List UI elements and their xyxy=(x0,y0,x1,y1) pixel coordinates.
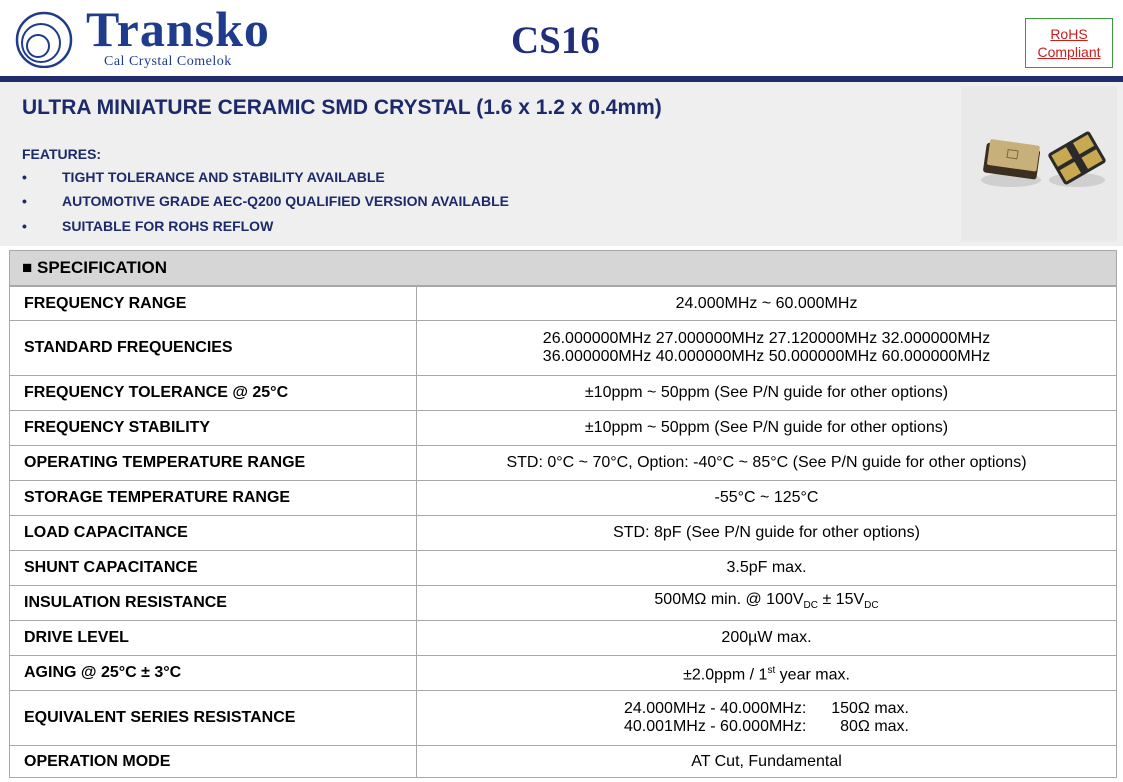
table-row xyxy=(10,551,1117,586)
table-row xyxy=(10,691,1117,746)
spec-table xyxy=(9,286,1117,778)
features-heading: FEATURES: xyxy=(22,146,102,162)
brand-name: Transko xyxy=(86,1,270,57)
param-label: OPERATION MODE xyxy=(10,746,417,778)
param-label: INSULATION RESISTANCE xyxy=(10,586,417,621)
table-row xyxy=(10,621,1117,656)
param-label: LOAD CAPACITANCE xyxy=(10,516,417,551)
table-row xyxy=(10,321,1117,376)
param-label: FREQUENCY STABILITY xyxy=(10,411,417,446)
value-line: 36.000000MHz 40.000000MHz 50.000000MHz 60.000000MHz xyxy=(542,348,991,365)
feature-item xyxy=(22,218,273,234)
param-label: AGING @ 25°C ± 3°C xyxy=(10,656,417,691)
param-value xyxy=(417,691,1117,746)
param-label: EQUIVALENT SERIES RESISTANCE xyxy=(10,691,417,746)
rohs-label: RoHS xyxy=(1050,26,1088,42)
param-value: AT Cut, Fundamental xyxy=(417,746,1117,778)
param-value: ±2.0ppm / 1st year max. xyxy=(417,656,1117,691)
param-value: STD: 0°C ~ 70°C, Option: -40°C ~ 85°C (See P/N guide for other options) xyxy=(417,446,1117,481)
bullet-icon: • xyxy=(22,218,27,234)
param-value: ±10ppm ~ 50ppm (See P/N guide for other options) xyxy=(417,411,1117,446)
param-value: 3.5pF max. xyxy=(417,551,1117,586)
product-photo xyxy=(961,86,1117,242)
bullet-icon: • xyxy=(22,169,27,185)
table-row xyxy=(10,287,1117,321)
param-value: ±10ppm ~ 50ppm (See P/N guide for other options) xyxy=(417,376,1117,411)
param-label: STORAGE TEMPERATURE RANGE xyxy=(10,481,417,516)
param-label: FREQUENCY TOLERANCE @ 25°C xyxy=(10,376,417,411)
rohs-compliant-label: Compliant xyxy=(1037,44,1101,60)
value-line: 26.000000MHz 27.000000MHz 27.120000MHz 32.000000MHz xyxy=(542,330,991,347)
param-value: 500MΩ min. @ $100V_{DC} \pm 15V_{DC}$ xyxy=(417,586,1117,621)
param-value xyxy=(417,321,1117,376)
param-value: 24.000MHz ~ 60.000MHz xyxy=(417,287,1117,321)
feature-text: SUITABLE FOR ROHS REFLOW xyxy=(62,218,274,234)
product-title: ULTRA MINIATURE CERAMIC SMD CRYSTAL (1.6 x 1.2 x 0.4mm) xyxy=(22,96,662,119)
value-line: 40.001MHz - 60.000MHz: 80Ω max. xyxy=(624,718,909,735)
model-number: CS16 xyxy=(511,19,600,62)
logo-rings-icon xyxy=(14,8,84,68)
param-label: FREQUENCY RANGE xyxy=(10,287,417,321)
table-row xyxy=(10,376,1117,411)
specification-header: ■ SPECIFICATION xyxy=(9,250,1117,286)
param-label: STANDARD FREQUENCIES xyxy=(10,321,417,376)
table-row xyxy=(10,516,1117,551)
feature-item xyxy=(22,193,509,209)
feature-text: TIGHT TOLERANCE AND STABILITY AVAILABLE xyxy=(62,169,385,185)
table-row xyxy=(10,586,1117,621)
rohs-compliant-badge[interactable] xyxy=(1025,18,1113,68)
feature-text: AUTOMOTIVE GRADE AEC-Q200 QUALIFIED VERSION AVAILABLE xyxy=(62,193,510,209)
param-value: STD: 8pF (See P/N guide for other options) xyxy=(417,516,1117,551)
param-label: DRIVE LEVEL xyxy=(10,621,417,656)
table-row xyxy=(10,411,1117,446)
value-line: 24.000MHz - 40.000MHz: 150Ω max. xyxy=(624,700,909,717)
crystal-package-icon xyxy=(961,86,1117,242)
param-value: 200µW max. xyxy=(417,621,1117,656)
param-label: SHUNT CAPACITANCE xyxy=(10,551,417,586)
table-row xyxy=(10,656,1117,691)
brand-subtitle: Cal Crystal Comelok xyxy=(104,54,232,69)
table-row xyxy=(10,481,1117,516)
bullet-icon: • xyxy=(22,193,27,209)
param-value: -55°C ~ 125°C xyxy=(417,481,1117,516)
table-row xyxy=(10,746,1117,778)
param-label: OPERATING TEMPERATURE RANGE xyxy=(10,446,417,481)
company-logo xyxy=(14,1,294,72)
feature-item xyxy=(22,169,385,185)
table-row xyxy=(10,446,1117,481)
